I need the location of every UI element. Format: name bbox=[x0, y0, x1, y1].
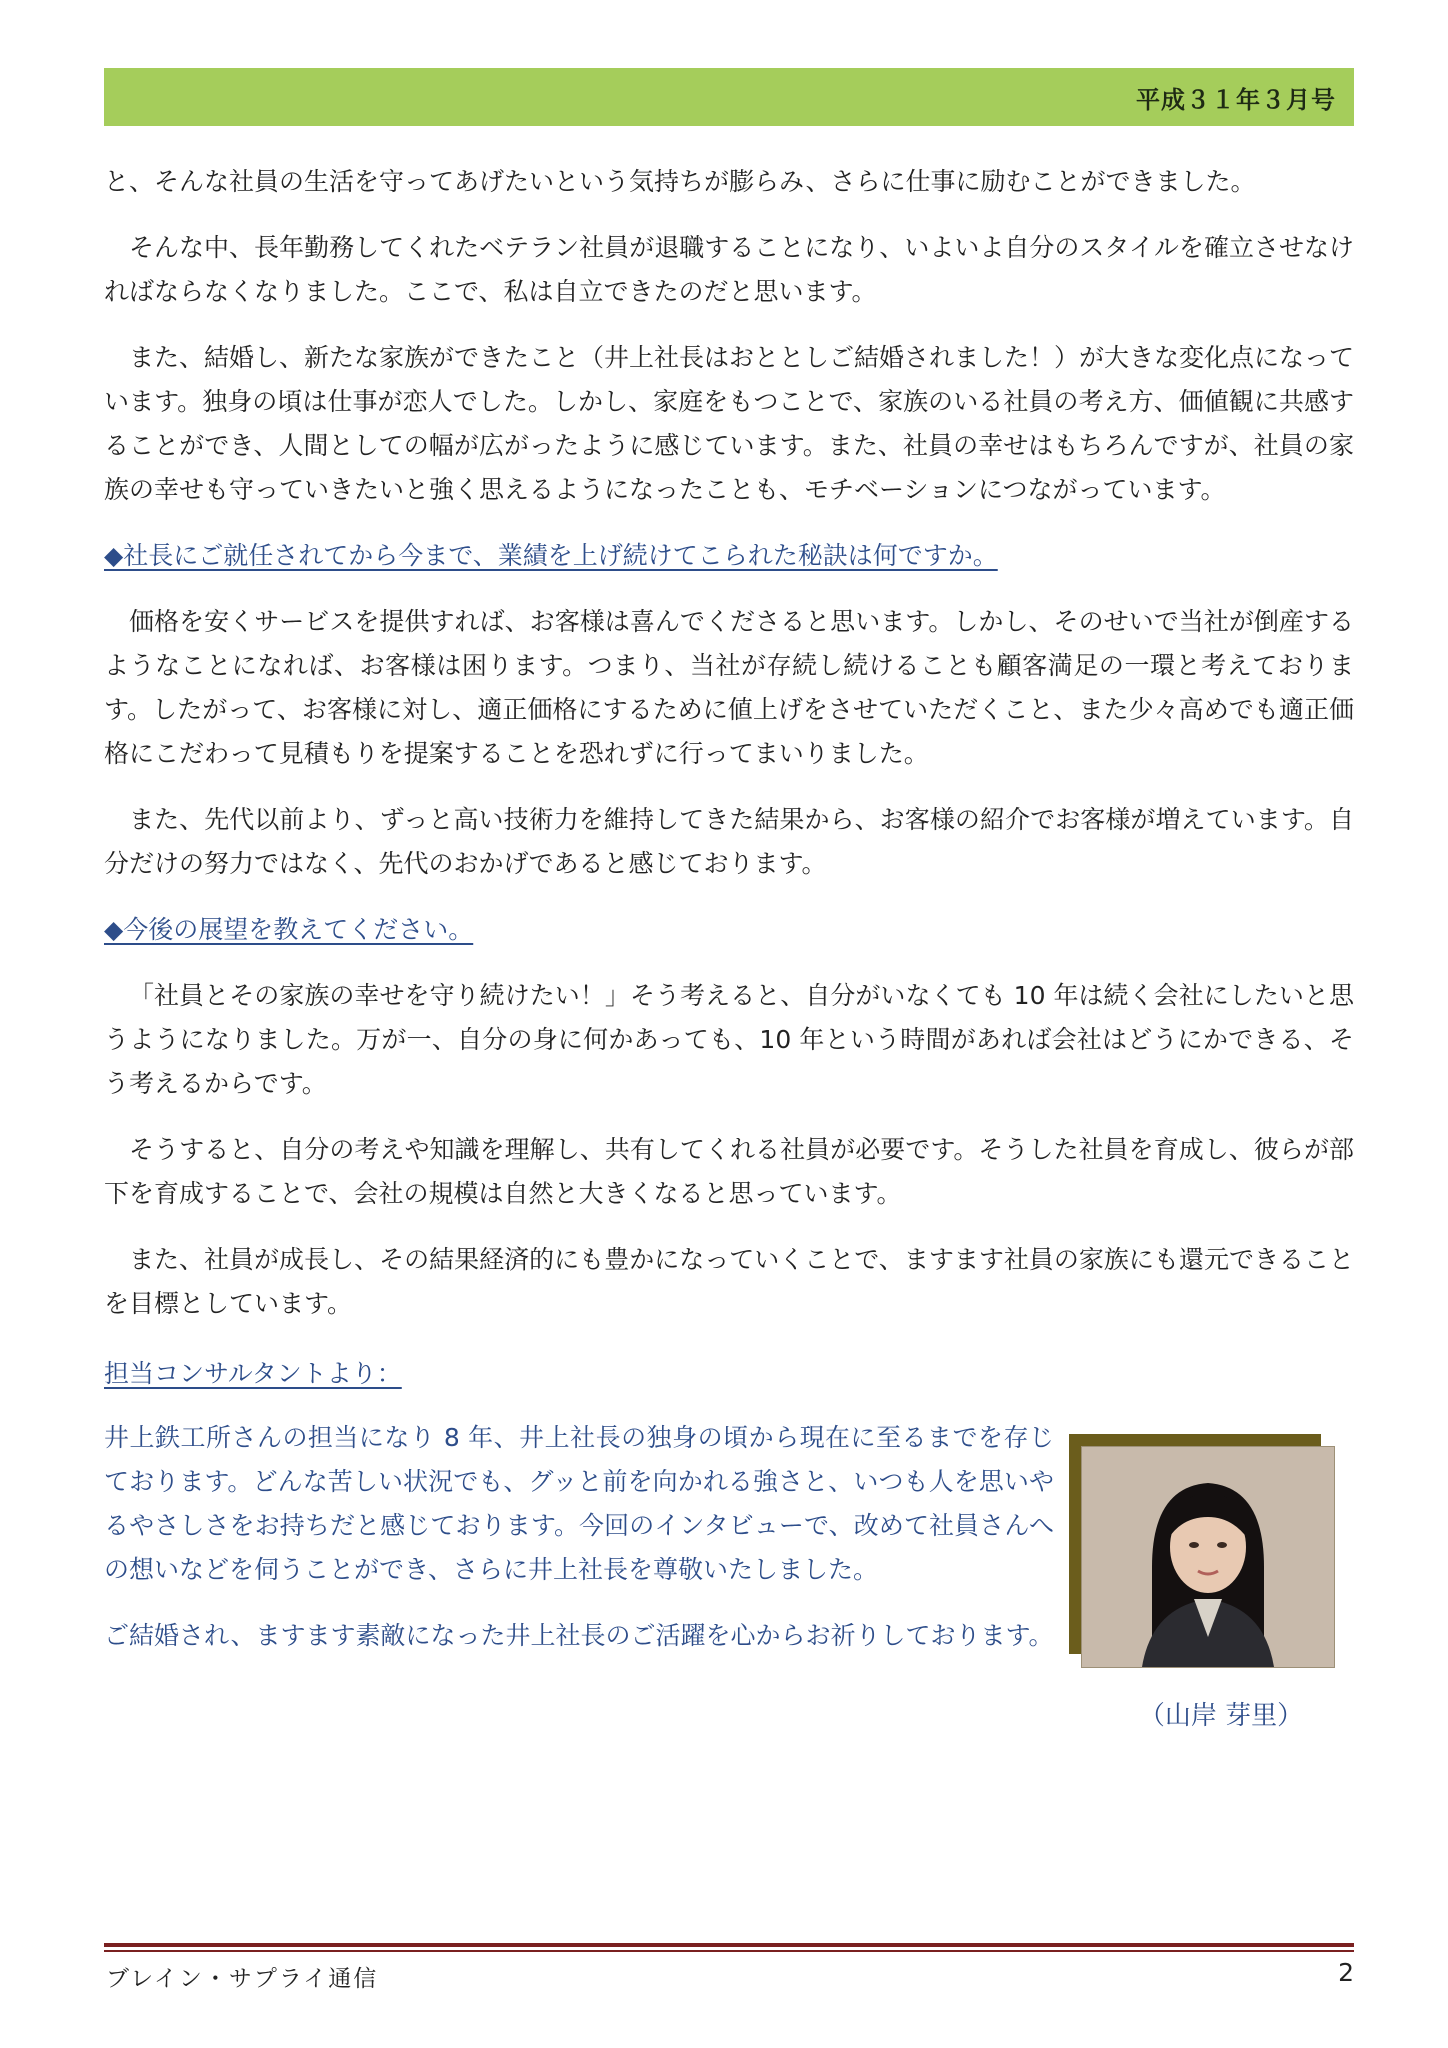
paragraph: そんな中、長年勤務してくれたベテラン社員が退職することになり、いよいよ自分のスタイルを確立させなければならなくなりました。ここで、私は自立できたのだと思います。 bbox=[104, 233, 1354, 306]
consultant-comment bbox=[104, 1416, 1054, 1658]
footer-rule bbox=[104, 1943, 1354, 1947]
paragraph: そうすると、自分の考えや知識を理解し、共有してくれる社員が必要です。そうした社員を育成し、彼らが部下を育成することで、会社の規模は自然と大きくなると思っています。 bbox=[104, 1135, 1354, 1208]
photo-caption: （山岸 芽里） bbox=[1138, 1701, 1304, 1731]
consultant-paragraph: 井上鉄工所さんの担当になり 8 年、井上社長の独身の頃から現在に至るまでを存じております。どんな苦しい状況でも、グッと前を向かれる強さと、いつも人を思いやるやさしさをお持ちだと感じております。今回のインタビューで、改めて社員さんへの想いなどを伺うことができ、さらに井上社長を尊敬いたしました。 bbox=[104, 1423, 1054, 1584]
newsletter-title: ブレイン・サプライ通信 bbox=[106, 1966, 379, 1992]
paragraph: また、社員が成長し、その結果経済的にも豊かになっていくことで、ますます社員の家族にも還元できることを目標としています。 bbox=[104, 1245, 1354, 1318]
consultant-paragraph: ご結婚され、ますます素敵になった井上社長のご活躍を心からお祈りしております。 bbox=[104, 1621, 1054, 1650]
footer-rule-thin bbox=[104, 1950, 1354, 1952]
page-number: 2 bbox=[1338, 1958, 1354, 1987]
paragraph: 「社員とその家族の幸せを守り続けたい！」そう考えると、自分がいなくても 10 年は続く会社にしたいと思うようになりました。万が一、自分の身に何かあっても、10 年という時間があれば会社はどうにかできる、そう考えるからです。 bbox=[104, 981, 1354, 1098]
consultant-heading: 担当コンサルタントより： bbox=[104, 1359, 402, 1388]
portrait-illustration bbox=[1082, 1447, 1334, 1667]
question-heading: ◆今後の展望を教えてください。 bbox=[104, 915, 474, 944]
issue-date: 平成３１年３月号 bbox=[1136, 86, 1336, 114]
photo-frame bbox=[1069, 1434, 1321, 1654]
consultant-photo bbox=[1081, 1446, 1335, 1668]
question-heading: ◆社長にご就任されてから今まで、業績を上げ続けてこられた秘訣は何ですか。 bbox=[104, 541, 998, 570]
paragraph: 価格を安くサービスを提供すれば、お客様は喜んでくださると思います。しかし、そのせいで当社が倒産するようなことになれば、お客様は困ります。つまり、当社が存続し続けることも顧客満足の一環と考えております。したがって、お客様に対し、適正価格にするために値上げをさせていただくこと、また少々高めでも適正価格にこだわって見積もりを提案することを恐れずに行ってまいりました。 bbox=[104, 607, 1354, 768]
article-body bbox=[104, 160, 1355, 1731]
header-bar bbox=[104, 68, 1354, 126]
consultant-section bbox=[104, 1416, 1354, 1731]
paragraph: また、先代以前より、ずっと高い技術力を維持してきた結果から、お客様の紹介でお客様が増えています。自分だけの努力ではなく、先代のおかげであると感じております。 bbox=[104, 805, 1354, 878]
paragraph: と、そんな社員の生活を守ってあげたいという気持ちが膨らみ、さらに仕事に励むことができました。 bbox=[104, 167, 1256, 196]
paragraph: また、結婚し、新たな家族ができたこと（井上社長はおととしご結婚されました！）が大きな変化点になっています。独身の頃は仕事が恋人でした。しかし、家庭をもつことで、家族のいる社員の考え方、価値観に共感することができ、人間としての幅が広がったように感じています。また、社員の幸せはもちろんですが、社員の家族の幸せも守っていきたいと強く思えるようになったことも、モチベーションにつながっています。 bbox=[104, 343, 1355, 504]
